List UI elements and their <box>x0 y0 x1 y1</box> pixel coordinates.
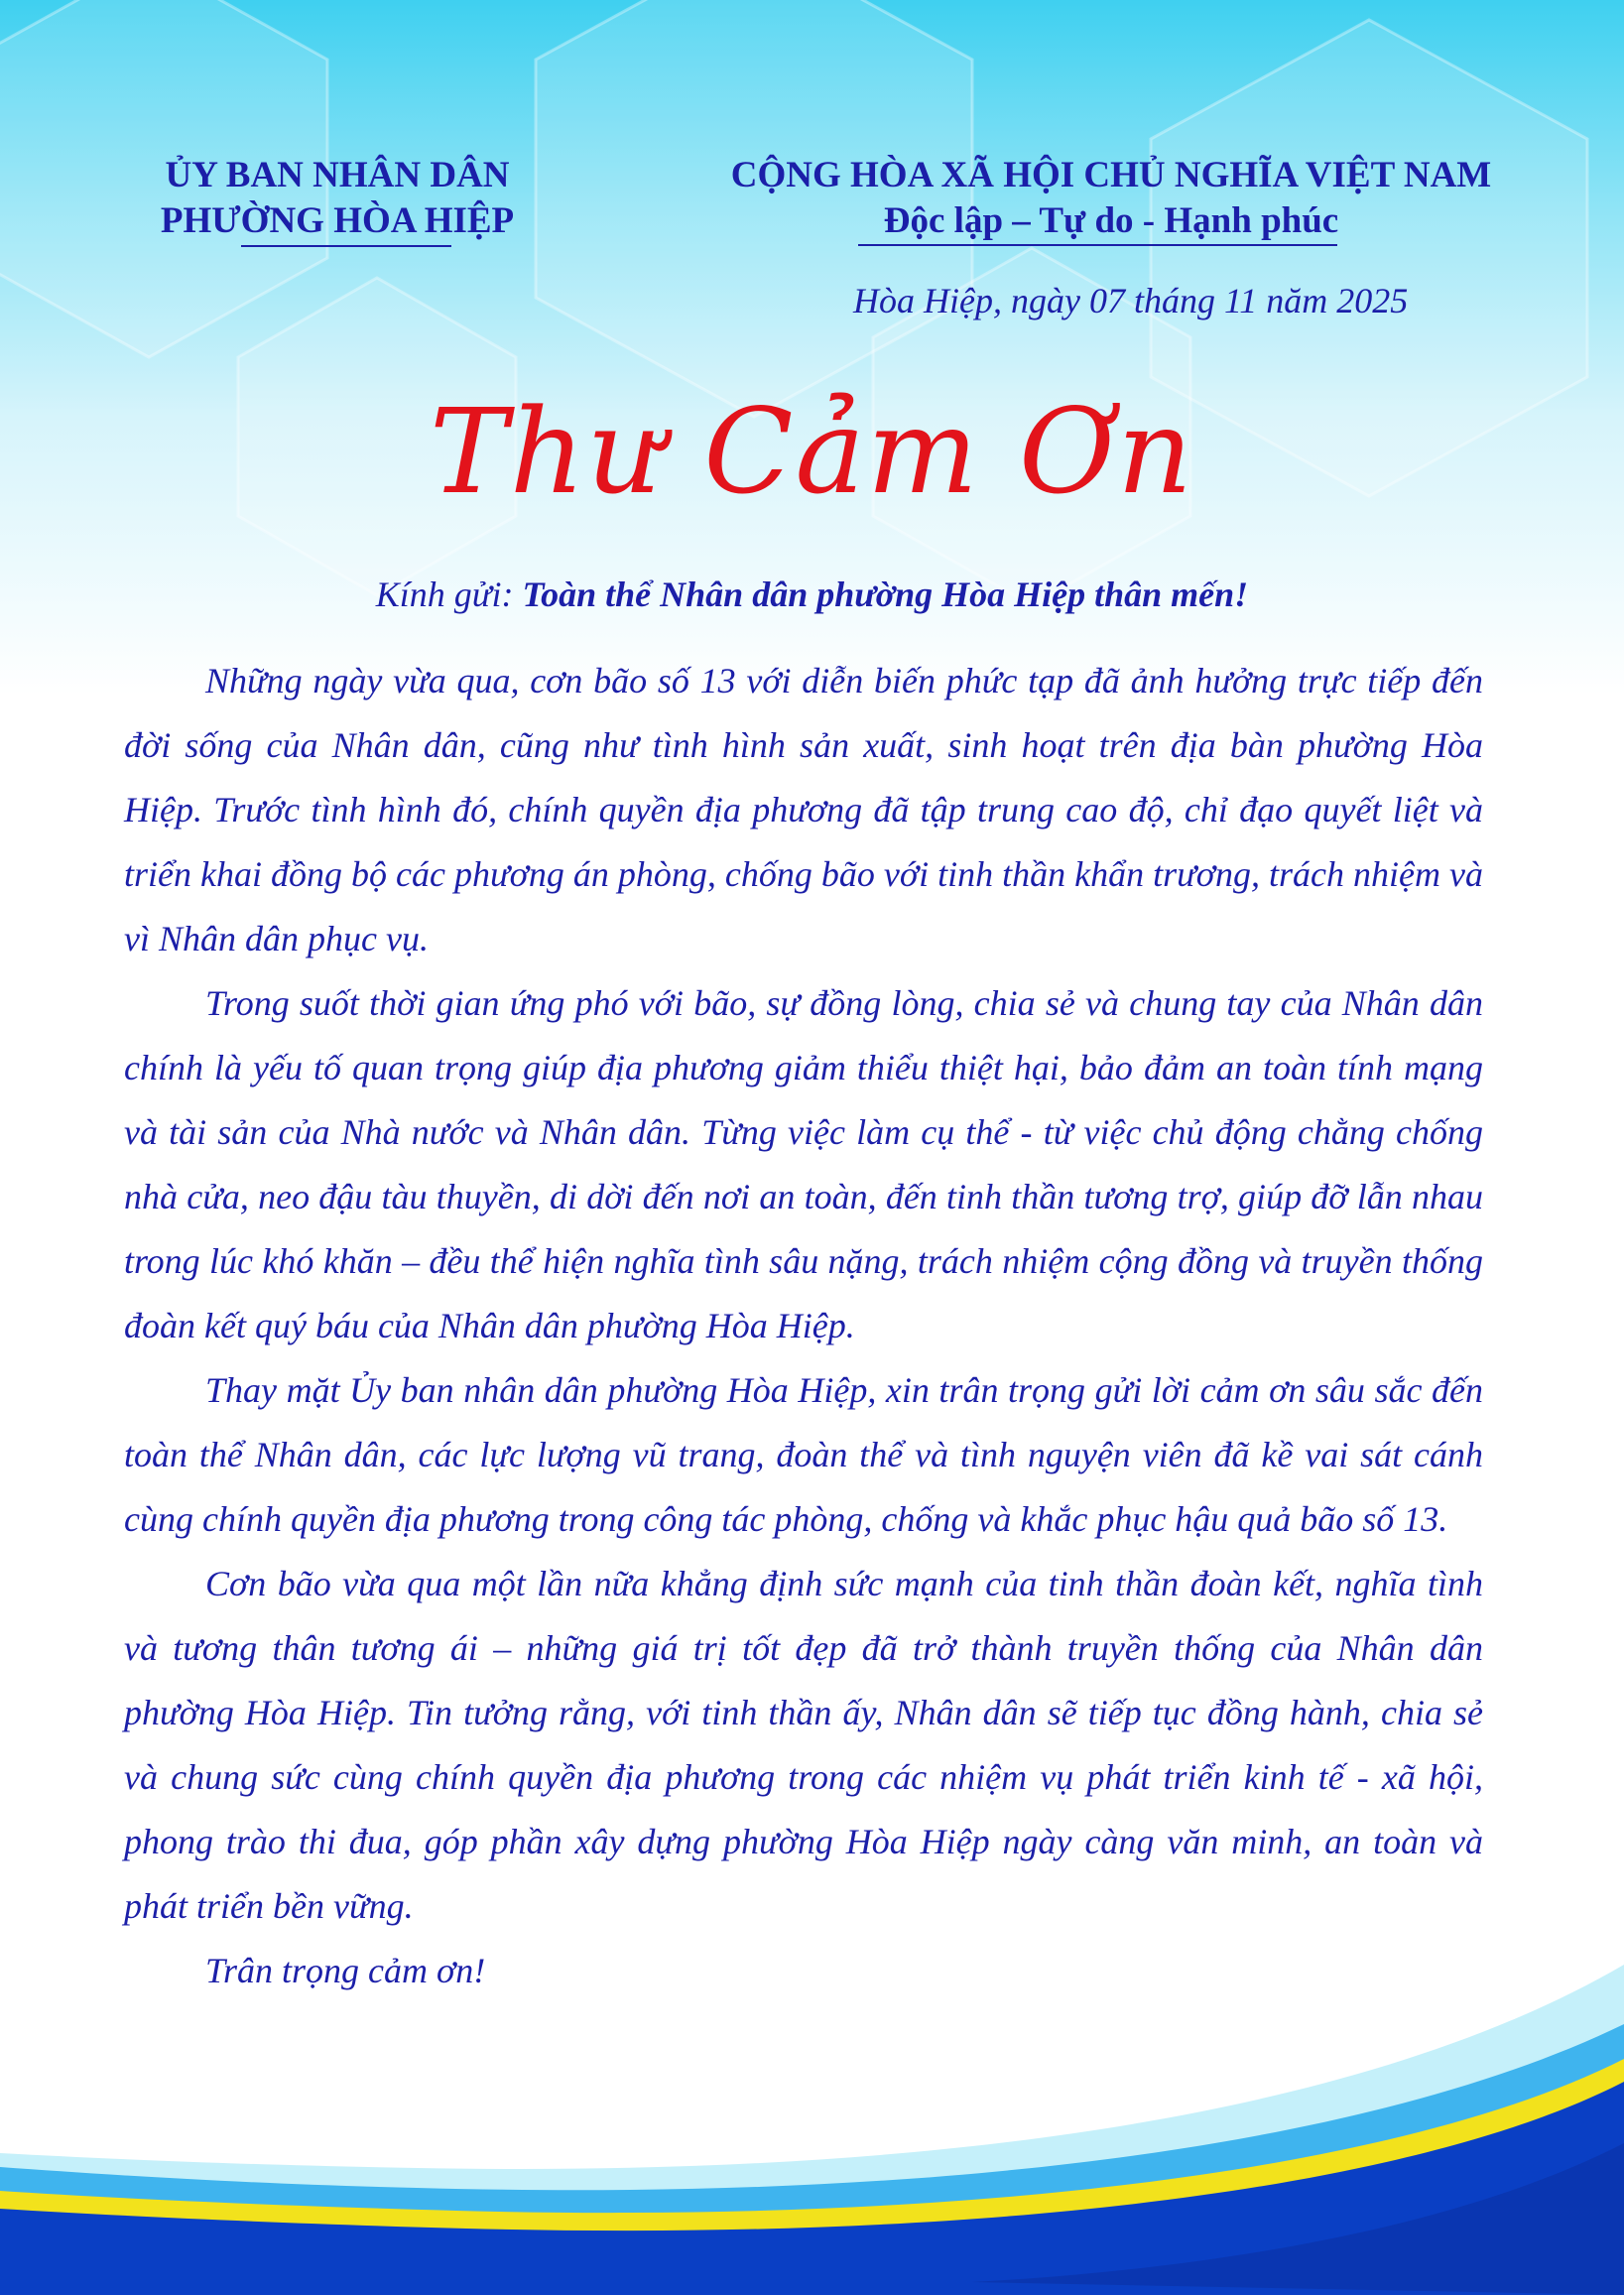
letter-title: Thư Cảm Ơn <box>430 383 1194 520</box>
paragraph-3: Thay mặt Ủy ban nhân dân phường Hòa Hiệp, xin trân trọng gửi lời cảm ơn sâu sắc đến toàn thể Nhân dân, các lực lượng vũ trang, đoàn thể và tình nguyện viên đã kề vai sát cánh cùng chính quyền địa phương trong công tác phòng, chống và khắc phục hậu quả bão số 13. <box>124 1370 1483 1539</box>
salutation-recipient: Toàn thể Nhân dân phường Hòa Hiệp thân mến! <box>522 574 1249 614</box>
place-and-date: Hòa Hiệp, ngày 07 tháng 11 năm 2025 <box>853 281 1409 320</box>
country-name: CỘNG HÒA XÃ HỘI CHỦ NGHĨA VIỆT NAM <box>730 155 1492 195</box>
motto-underline <box>858 244 1337 246</box>
authority-line-1: ỦY BAN NHÂN DÂN <box>165 155 510 195</box>
bottom-wave-decoration <box>0 1965 1624 2295</box>
authority-line-2: PHƯỜNG HÒA HIỆP <box>160 200 515 241</box>
issuing-authority <box>129 153 546 244</box>
authority-underline <box>241 245 451 247</box>
salutation-prefix: Kính gửi: <box>375 574 514 614</box>
paragraph-4: Cơn bão vừa qua một lần nữa khẳng định sức mạnh của tinh thần đoàn kết, nghĩa tình và tương thân tương ái – những giá trị tốt đẹp đã trở thành truyền thống của Nhân dân phường Hòa Hiệp. Tin tưởng rằng, với tinh thần ấy, Nhân dân sẽ tiếp tục đồng hành, chia sẻ và chung sức cùng chính quyền địa phương trong các nhiệm vụ phát triển kinh tế - xã hội, phong trào thi đua, góp phần xây dựng phường Hòa Hiệp ngày càng văn minh, an toàn và phát triển bền vững. <box>124 1564 1483 1926</box>
paragraph-1: Những ngày vừa qua, cơn bão số 13 với diễn biến phức tạp đã ảnh hưởng trực tiếp đến đời sống của Nhân dân, cũng như tình hình sản xuất, sinh hoạt trên địa bàn phường Hòa Hiệp. Trước tình hình đó, chính quyền địa phương đã tập trung cao độ, chỉ đạo quyết liệt và triển khai đồng bộ các phương án phòng, chống bão với tinh thần khẩn trương, trách nhiệm và vì Nhân dân phục vụ. <box>124 661 1483 958</box>
paragraph-2: Trong suốt thời gian ứng phó với bão, sự đồng lòng, chia sẻ và chung tay của Nhân dân chính là yếu tố quan trọng giúp địa phương giảm thiểu thiệt hại, bảo đảm an toàn tính mạng và tài sản của Nhà nước và Nhân dân. Từng việc làm cụ thể - từ việc chủ động chằng chống nhà cửa, neo đậu tàu thuyền, di dời đến nơi an toàn, đến tinh thần tương trợ, giúp đỡ lẫn nhau trong lúc khó khăn – đều thể hiện nghĩa tình sâu nặng, trách nhiệm cộng đồng và truyền thống đoàn kết quý báu của Nhân dân phường Hòa Hiệp. <box>124 983 1483 1345</box>
national-motto <box>655 153 1567 244</box>
motto: Độc lập – Tự do - Hạnh phúc <box>883 200 1339 241</box>
closing: Trân trọng cảm ơn! <box>205 1951 486 1990</box>
letter-body <box>124 649 1483 2003</box>
salutation <box>0 572 1624 617</box>
